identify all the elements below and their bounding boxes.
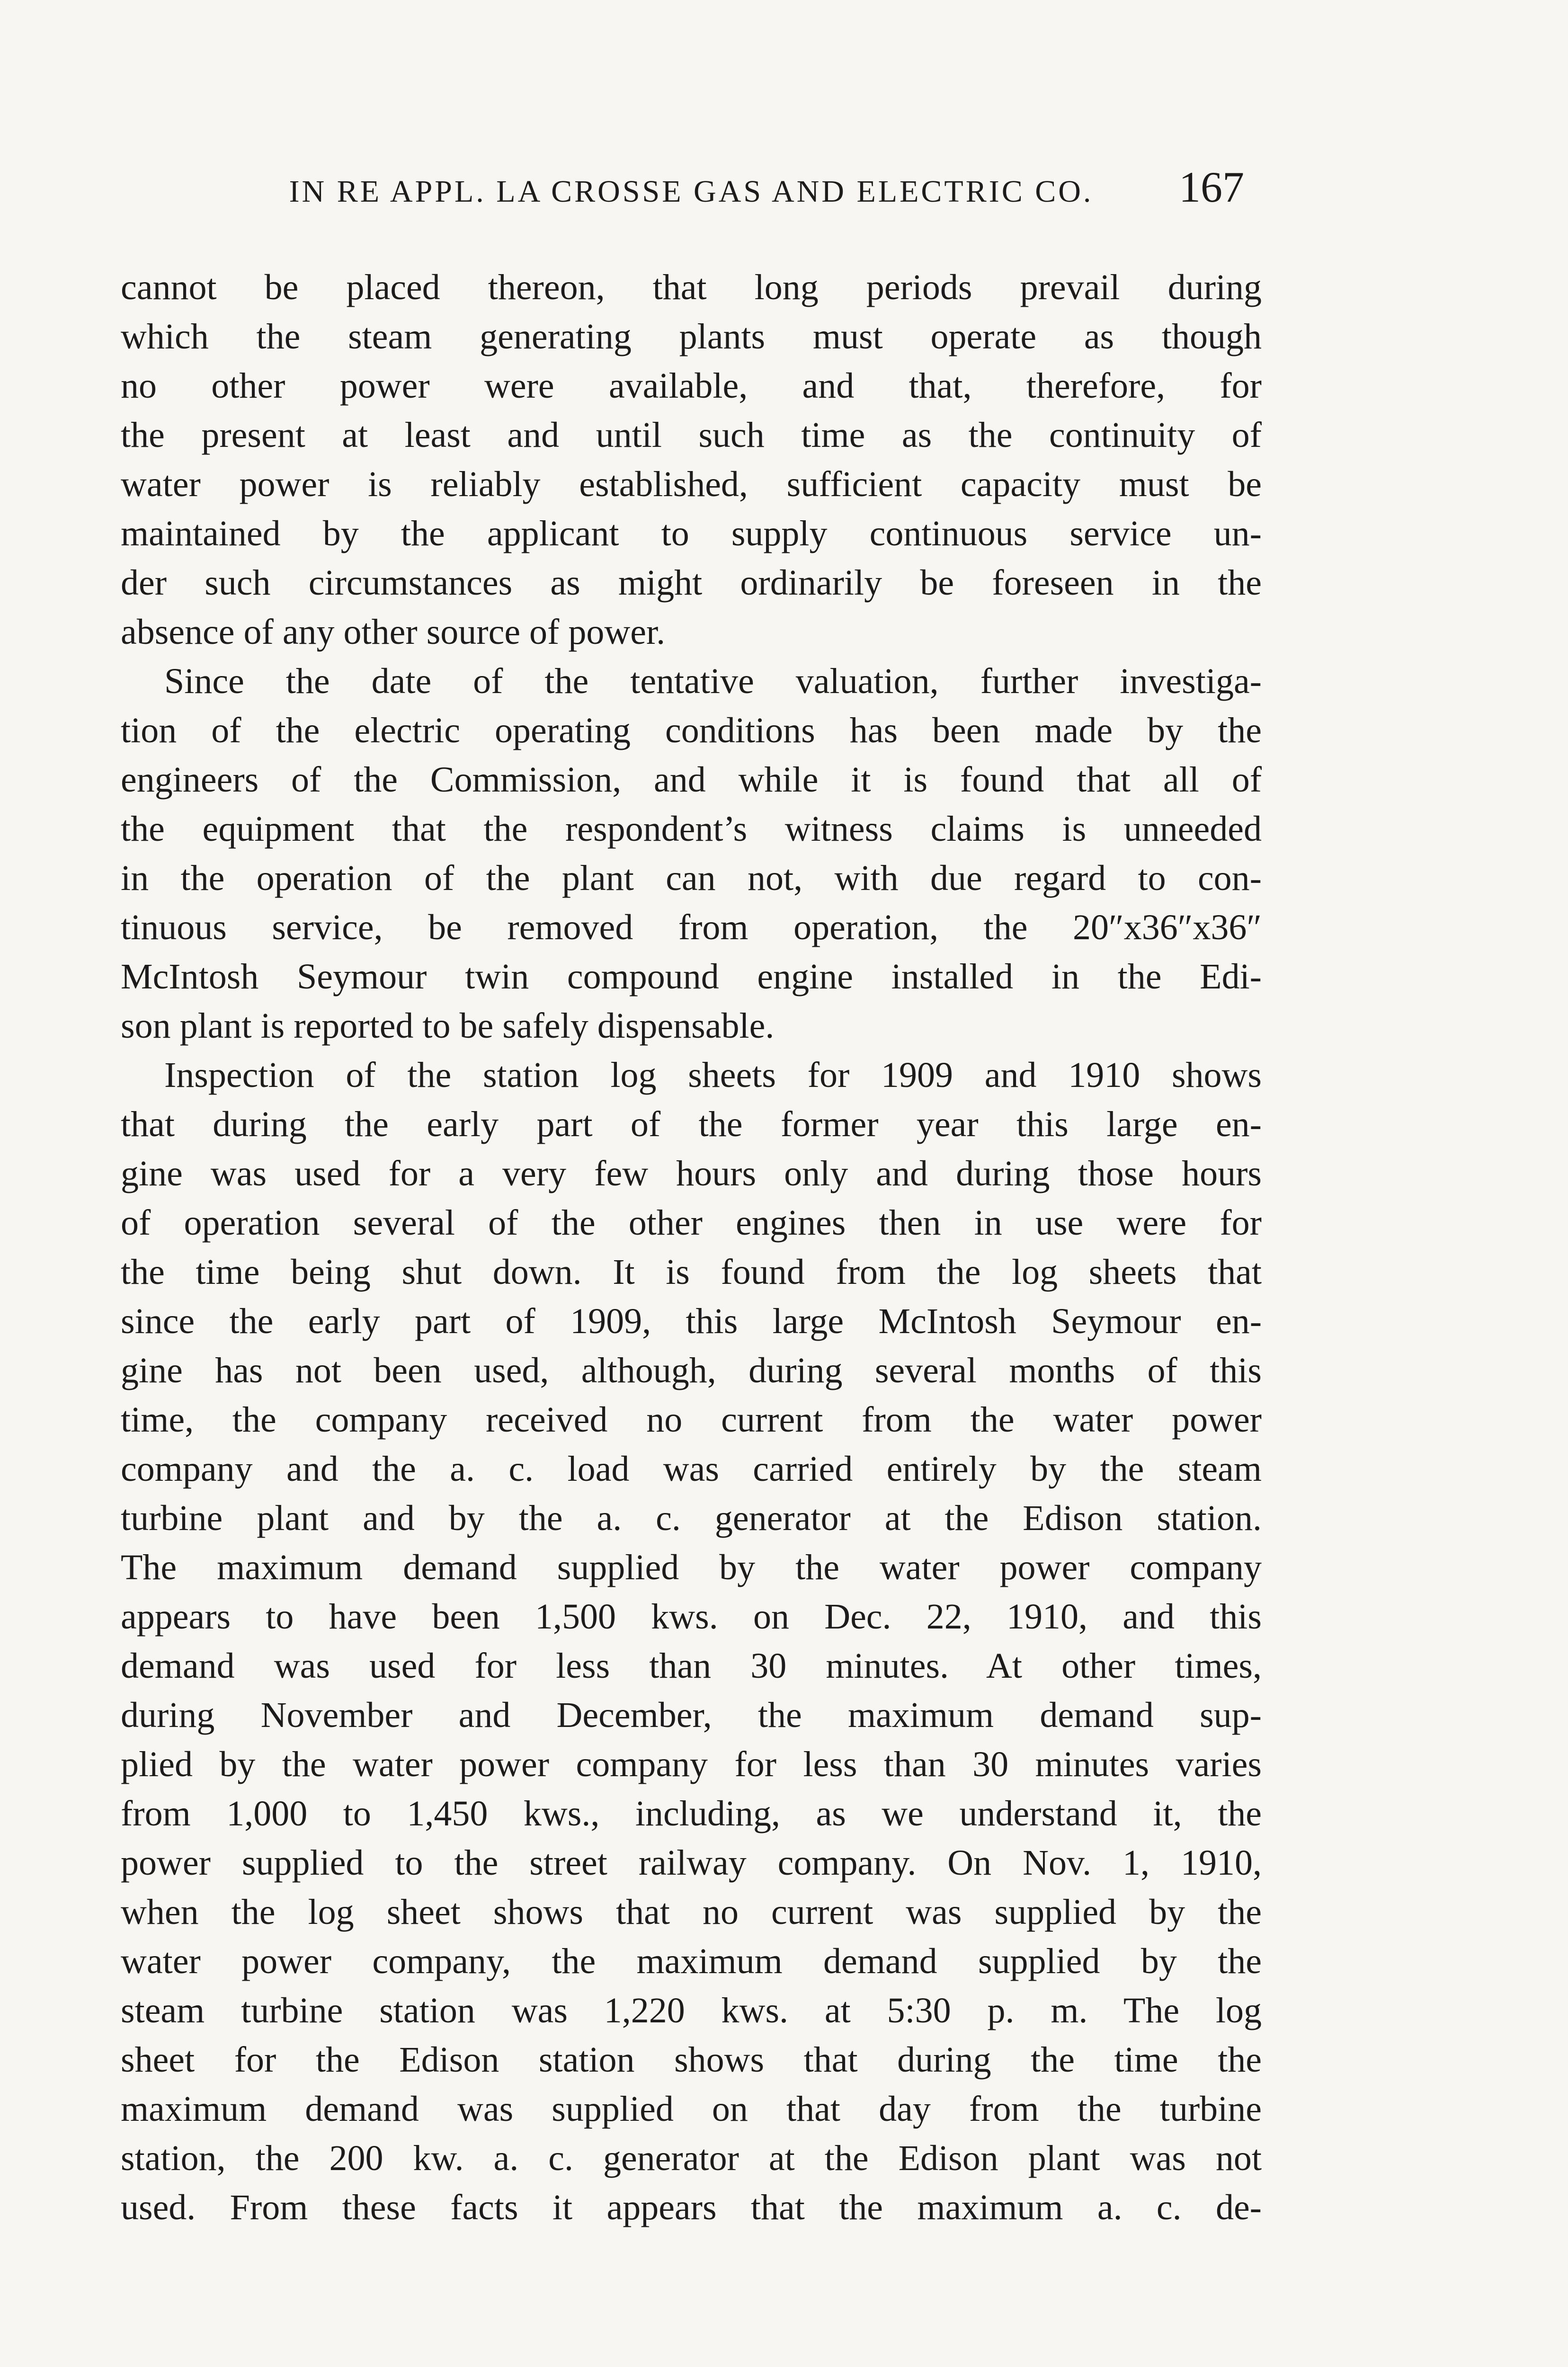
text-line: gine has not been used, although, during several months of this xyxy=(121,1351,1262,1390)
text-line: maximum demand was supplied on that day from the turbine xyxy=(121,2089,1262,2129)
text-line: Inspection of the station log sheets for 1909 and 1910 shows xyxy=(164,1055,1262,1095)
text-line: which the steam generating plants must operate as though xyxy=(121,317,1262,356)
text-line: the present at least and until such time as the continuity of xyxy=(121,415,1262,455)
text-line: since the early part of 1909, this large McIntosh Seymour en- xyxy=(121,1301,1262,1341)
text-line: son plant is reported to be safely dispensable. xyxy=(121,1006,775,1046)
text-line: gine was used for a very few hours only and during those hours xyxy=(121,1154,1262,1193)
text-line: time, the company received no current from the water power xyxy=(121,1400,1262,1440)
body-text xyxy=(121,263,1262,2232)
text-line: when the log sheet shows that no current was supplied by the xyxy=(121,1892,1262,1932)
text-line: steam turbine station was 1,220 kws. at 5:30 p. m. The log xyxy=(121,1991,1262,2030)
text-line: water power company, the maximum demand supplied by the xyxy=(121,1941,1262,1981)
page-number: 167 xyxy=(1179,163,1244,211)
text-line: The maximum demand supplied by the water power company xyxy=(121,1548,1262,1587)
text-line: that during the early part of the former year this large en- xyxy=(121,1104,1262,1144)
text-line: demand was used for less than 30 minutes. At other times, xyxy=(121,1646,1262,1686)
text-line: power supplied to the street railway company. On Nov. 1, 1910, xyxy=(121,1843,1262,1883)
paragraph xyxy=(121,263,1262,657)
text-line: cannot be placed thereon, that long periods prevail during xyxy=(121,267,1262,307)
text-line: tion of the electric operating conditions has been made by the xyxy=(121,711,1262,750)
text-line: McIntosh Seymour twin compound engine installed in the Edi- xyxy=(121,957,1262,997)
text-line: der such circumstances as might ordinarily be foreseen in the xyxy=(121,563,1262,603)
text-line: used. From these facts it appears that the maximum a. c. de- xyxy=(121,2188,1262,2227)
text-line: maintained by the applicant to supply continuous service un- xyxy=(121,514,1262,553)
text-line: appears to have been 1,500 kws. on Dec. 22, 1910, and this xyxy=(121,1597,1262,1637)
text-line: the equipment that the respondent’s witness claims is unneeded xyxy=(121,809,1262,849)
text-line: the time being shut down. It is found from the log sheets that xyxy=(121,1252,1262,1292)
text-line: plied by the water power company for less than 30 minutes varies xyxy=(121,1744,1262,1784)
text-line: tinuous service, be removed from operation, the 20″x36″x36″ xyxy=(121,908,1262,947)
text-line: no other power were available, and that, therefore, for xyxy=(121,366,1262,406)
text-line: company and the a. c. load was carried entirely by the steam xyxy=(121,1449,1262,1489)
running-head: IN RE APPL. LA CROSSE GAS AND ELECTRIC CO. xyxy=(289,174,1094,209)
text-line: absence of any other source of power. xyxy=(121,612,666,652)
paragraph xyxy=(121,657,1262,1050)
text-line: sheet for the Edison station shows that during the time the xyxy=(121,2040,1262,2080)
text-line: during November and December, the maximum demand sup- xyxy=(121,1695,1262,1735)
text-line: station, the 200 kw. a. c. generator at the Edison plant was not xyxy=(121,2138,1262,2178)
text-line: from 1,000 to 1,450 kws., including, as we understand it, the xyxy=(121,1794,1262,1833)
text-line: of operation several of the other engines then in use were for xyxy=(121,1203,1262,1243)
paragraph xyxy=(121,1050,1262,2232)
text-line: Since the date of the tentative valuation, further investiga- xyxy=(164,661,1262,701)
text-line: water power is reliably established, sufficient capacity must be xyxy=(121,464,1262,504)
text-line: turbine plant and by the a. c. generator at the Edison station. xyxy=(121,1498,1262,1538)
text-line: engineers of the Commission, and while it is found that all of xyxy=(121,760,1262,800)
text-line: in the operation of the plant can not, with due regard to con- xyxy=(121,858,1262,898)
